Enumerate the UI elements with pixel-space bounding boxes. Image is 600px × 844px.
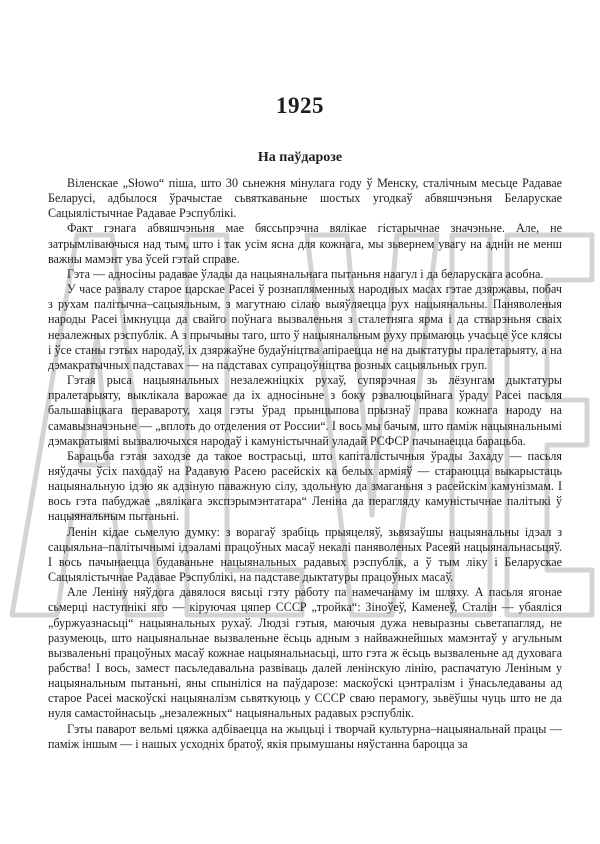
page-year-heading: 1925 bbox=[276, 93, 324, 118]
paragraph: Гэты паварот вельмі цяжка адбіваецца на жыцьці і творчай культурна–нацыянальнай працы — паміж іншым — і нашых усходніх братоў, якія прымушаны няўстанна бароцца за bbox=[48, 721, 562, 751]
article-title: На паўдарозе bbox=[257, 150, 343, 165]
paragraph: У часе развалу старое царскае Расеі ў рознапляменных народных масах гэтае дзяржавы, побач з рухам палітычна–сацыяльным, з магутнаю сілаю выяўляецца рух нацыянальны. Паняволеныя народы Расеі імкнуцца да свайго поўнага вызваленьня з сталетняга ярма і да стварэньня сваіх незалежных рэспублік. А з прычыны таго, што ў нацыянальным руху прымаюць учасьце ўсе клясы і ўсе станы гэтых народаў, іх дзяржаўне будаўніцтва апіраецца не на дыктатуры пралетарыяту, а на дэмакратычных падставах — на падставах супрацоўніцтва розных сацыяльных груп. bbox=[48, 282, 562, 372]
paragraph: Ленін кідае сьмелую думку: з ворагаў зрабіць прыяцеляў, зьвязаўшы нацыянальны ідэал з сацыяльна–палітычнымі ідэаламі працоўных масаў некалі паняволеных Расеяй нацыянальнасьцяў. І вось пачынаецца будаваньне нацыянальных радавых рэспублік, а ў тым ліку і Беларускае Сацыялістычнае Радавае Рэспублікі, на падставе дыктатуры працоўных масаў. bbox=[48, 524, 562, 585]
article-body bbox=[48, 176, 562, 752]
paragraph: Віленскае „Słowo“ піша, што 30 сьнежня мінулага году ў Менску, сталічным месьце Радавае Беларусі, адбылося ўрачыстае сьвяткаваньне шостых угодкаў абвяшчэньня Беларускае Сацыялістычнае Радавае Рэспублікі. bbox=[48, 176, 562, 221]
paragraph: Гэта — адносіны радавае ўлады да нацыянальнага пытаньня наагул і да беларускага асобна. bbox=[67, 266, 544, 281]
paragraph: Барацьба гэтая заходзе да такое вострасьці, што капіталістычныя ўрады Захаду — пасьля няўдачы ўсіх паходаў на Радавую Расею расейскіх ка белых арміяў — стараюцца выкарыстаць нацыянальную ідэю як адзіную паважную сілу, здольную да змаганьня з расейскім камунізмам. І вось гэта пабуджае „вялікага экспэрымэнтатара“ Леніна да перагляду камуністычнае палітыкі ў нацыянальным пытаньні. bbox=[48, 448, 562, 524]
paragraph: Факт гэнага абвяшчэньня мае бяссьпрэчна вялікае гістарычнае значэньне. Але, не затрымліваючыся над тым, што і так усім ясна для кожнага, мы зьвернем увагу на аднін не менш важны мамэнт ува ўсей гэтай справе. bbox=[48, 221, 562, 266]
paragraph: Але Леніну няўдога давялося вясьці гэту работу па намечанаму ім шляху. А пасьля ягонае сьмерці наступнікі яго — кіруючая цяпер СССР „тройка“: Зіноўеў, Каменеў, Сталін — убаяліся „буржуазнасьці“ нацыянальных рухаў. Людзі гэтыя, маючыя дужа невыразны сьветапагляд, не разумеюць, што нацыянальнае вызваленьне ёсьць адным з найважнейшых мамэнтаў у агульным вызваленьні працоўных масаў кожнае нацыянальнасьці, што гэта ж ёсьць вызваленьне ад духовага рабства! І вось, замест пасьледавальна развіваць далей ленінскую лінію, распачатую Леніным у нацыянальным пытаньні, яны спыніліся на паўдарозе: маскоўскі цэнтралізм і ўнасьледаваны ад старое Расеі маскоўскі нацыяналізм сьвяткуюць у СССР сваю перамогу, зьвёўшы чуць што не да нуля самастойнасьць „незалежных“ нацыянальных радавых рэспублік. bbox=[48, 585, 562, 721]
paragraph: Гэтая рыса нацыянальных незалежніцкіх рухаў, супярэчная зь лёзунгам дыктатуры пралетарыяту, выклікала варожае да іх адносіньне з боку рэвалюцыйнага ўраду Расеі пасьля бальшавіцкага перавароту, хаця гэты ўрад прынцыпова прызнаў права кожнага народу на самавызначэньне — „вплоть до отделения от России“. І вось мы бачым, што паміж нацыянальнымі дэмакратыямі вызвалючыхся народаў і камуністычнай уладай РСФСР пачынаецца барацьба. bbox=[48, 373, 562, 448]
